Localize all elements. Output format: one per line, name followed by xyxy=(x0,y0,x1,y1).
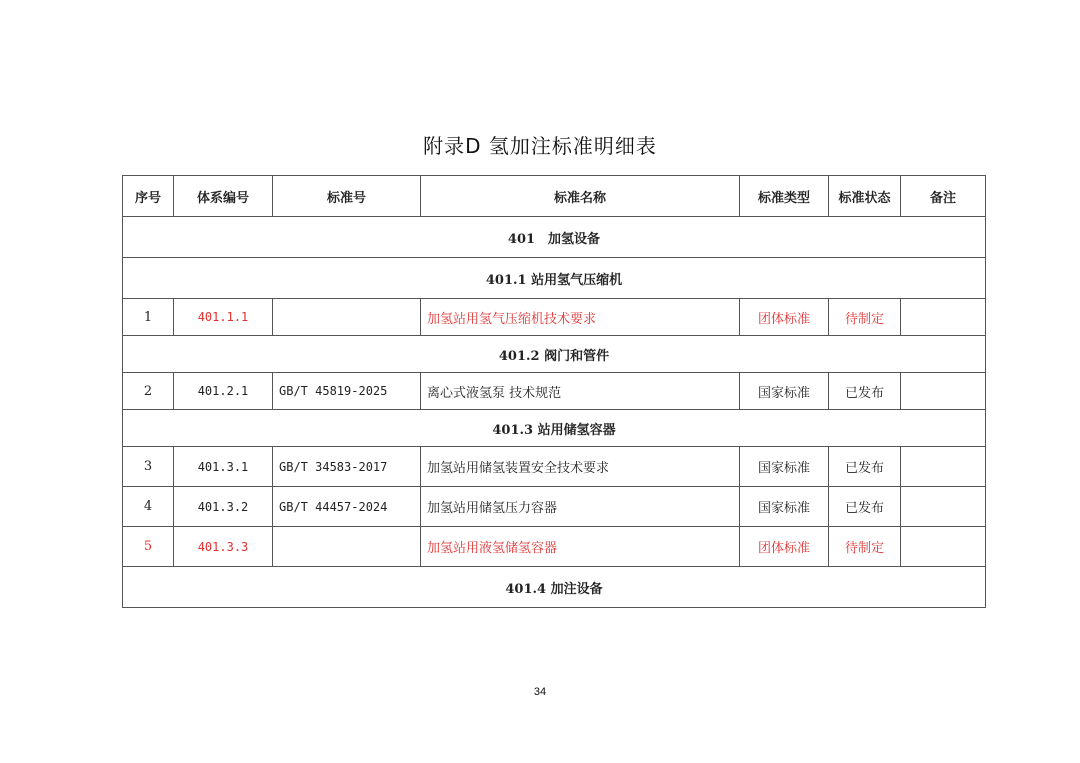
cell-code: 401.2.1 xyxy=(174,373,273,410)
page-number: 34 xyxy=(533,686,547,698)
cell-note xyxy=(901,527,986,567)
cell-status: 待制定 xyxy=(829,299,901,336)
section-label: 401.1 站用氢气压缩机 xyxy=(123,258,986,299)
cell-std-no: GB/T 45819-2025 xyxy=(273,373,421,410)
cell-std-no xyxy=(273,299,421,336)
cell-no: 5 xyxy=(123,527,174,567)
section-row xyxy=(123,258,986,299)
cell-name: 加氢站用储氢装置安全技术要求 xyxy=(421,447,740,487)
section-row xyxy=(123,217,986,258)
cell-note xyxy=(901,299,986,336)
section-label: 401 加氢设备 xyxy=(123,217,986,258)
cell-status: 已发布 xyxy=(829,487,901,527)
cell-no: 3 xyxy=(123,447,174,487)
cell-no: 2 xyxy=(123,373,174,410)
cell-std-no xyxy=(273,527,421,567)
cell-status: 待制定 xyxy=(829,527,901,567)
header-system-code: 体系编号 xyxy=(174,176,273,217)
standards-table xyxy=(122,175,986,608)
cell-no: 4 xyxy=(123,487,174,527)
section-row xyxy=(123,567,986,608)
cell-type: 国家标准 xyxy=(740,447,829,487)
section-label: 401.2 阀门和管件 xyxy=(123,336,986,373)
cell-std-no: GB/T 34583-2017 xyxy=(273,447,421,487)
section-label: 401.4 加注设备 xyxy=(123,567,986,608)
cell-type: 国家标准 xyxy=(740,373,829,410)
cell-name: 离心式液氢泵 技术规范 xyxy=(421,373,740,410)
table-header-row xyxy=(123,176,986,217)
table-row xyxy=(123,527,986,567)
table-row xyxy=(123,447,986,487)
cell-name: 加氢站用氢气压缩机技术要求 xyxy=(421,299,740,336)
header-note: 备注 xyxy=(901,176,986,217)
table-row xyxy=(123,487,986,527)
cell-name: 加氢站用储氢压力容器 xyxy=(421,487,740,527)
header-standard-number: 标准号 xyxy=(273,176,421,217)
section-row xyxy=(123,336,986,373)
table-row xyxy=(123,373,986,410)
section-label: 401.3 站用储氢容器 xyxy=(123,410,986,447)
header-standard-status: 标准状态 xyxy=(829,176,901,217)
cell-note xyxy=(901,487,986,527)
cell-name: 加氢站用液氢储氢容器 xyxy=(421,527,740,567)
cell-type: 国家标准 xyxy=(740,487,829,527)
cell-no: 1 xyxy=(123,299,174,336)
section-row xyxy=(123,410,986,447)
page-title: 附录D 氢加注标准明细表 xyxy=(423,134,657,158)
cell-note xyxy=(901,447,986,487)
cell-code: 401.1.1 xyxy=(174,299,273,336)
cell-code: 401.3.2 xyxy=(174,487,273,527)
cell-status: 已发布 xyxy=(829,447,901,487)
header-standard-name: 标准名称 xyxy=(421,176,740,217)
cell-status: 已发布 xyxy=(829,373,901,410)
cell-std-no: GB/T 44457-2024 xyxy=(273,487,421,527)
cell-code: 401.3.3 xyxy=(174,527,273,567)
cell-note xyxy=(901,373,986,410)
header-no: 序号 xyxy=(123,176,174,217)
cell-code: 401.3.1 xyxy=(174,447,273,487)
header-standard-type: 标准类型 xyxy=(740,176,829,217)
cell-type: 团体标准 xyxy=(740,527,829,567)
cell-type: 团体标准 xyxy=(740,299,829,336)
table-row xyxy=(123,299,986,336)
